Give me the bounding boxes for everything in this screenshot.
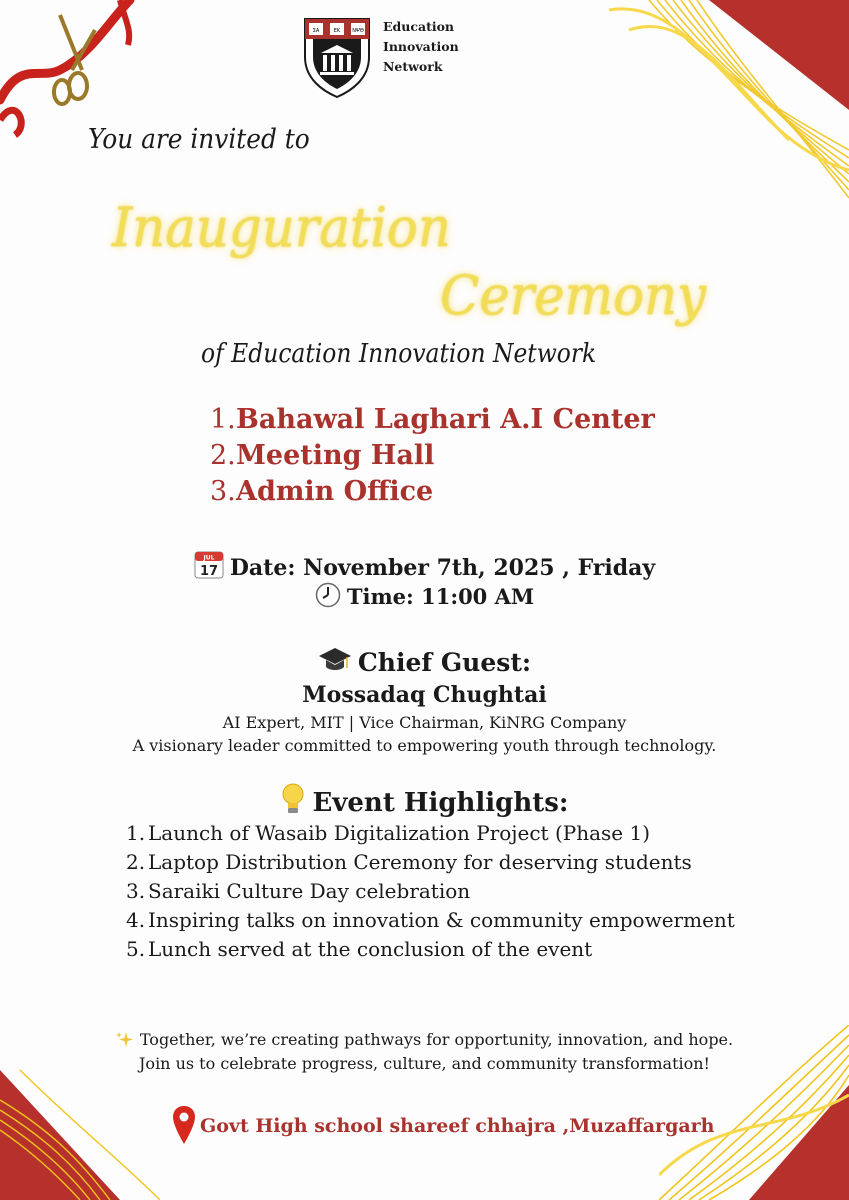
closing-line-2: Join us to celebrate progress, culture, and community transformation! [139, 1054, 710, 1073]
venue-number: 3. [210, 476, 236, 507]
venue-label: Meeting Hall [236, 440, 435, 471]
highlight-number: 2. [126, 850, 146, 874]
highlight-number: 3. [126, 879, 146, 903]
sparkles-icon [116, 1031, 134, 1049]
closing-line-1-text: Together, we’re creating pathways for opportunity, innovation, and hope. [139, 1030, 734, 1049]
chief-guest-heading-text: Chief Guest: [357, 648, 532, 677]
highlight-label: Saraiki Culture Day celebration [148, 879, 471, 903]
event-title-line-1: Inauguration [112, 196, 451, 259]
invite-intro: You are invited to [88, 124, 310, 155]
highlights-heading [0, 783, 849, 818]
chief-guest-heading [0, 645, 849, 677]
chief-guest-name: Mossadaq Chughtai [302, 682, 547, 708]
venue-label: Admin Office [236, 476, 434, 507]
venue-number: 1. [210, 404, 236, 435]
red-corner-bottom-left [0, 1070, 160, 1200]
org-logo-block [303, 17, 459, 99]
logo-letters-1: ΣΑ [312, 28, 320, 34]
event-time-text: Time: 11:00 AM [346, 584, 535, 609]
location-pin-icon [172, 1104, 196, 1148]
clock-icon [315, 582, 341, 608]
closing-line-1 [0, 1030, 849, 1049]
highlight-number: 4. [126, 908, 146, 932]
graduation-cap-icon [318, 645, 352, 675]
venue-label: Bahawal Laghari A.I Center [236, 404, 655, 435]
highlight-item [126, 819, 735, 848]
highlight-item [126, 877, 735, 906]
highlight-item [126, 906, 735, 935]
highlight-number: 5. [126, 937, 146, 961]
ribbon-scissors-icon [0, 0, 145, 140]
highlight-label: Launch of Wasaib Digitalization Project (Phase 1) [148, 821, 650, 845]
highlight-label: Inspiring talks on innovation & community empowerment [148, 908, 735, 932]
highlights-heading-text: Event Highlights: [312, 788, 569, 818]
venue-item [210, 438, 655, 474]
chief-guest-description: A visionary leader committed to empowering youth through technology. [132, 736, 717, 755]
event-subtitle: of Education Innovation Network [201, 339, 597, 369]
event-date [0, 549, 849, 581]
logo-letters-3: ΝΨΘ [352, 28, 364, 34]
event-location [172, 1104, 714, 1148]
venue-number: 2. [210, 440, 236, 471]
gold-ribbon-corner-top-right [589, 0, 849, 200]
venue-list [210, 402, 655, 510]
highlight-item [126, 848, 735, 877]
calendar-month: JUL [203, 554, 215, 562]
org-name-line-1: Education [383, 19, 455, 34]
venue-item [210, 474, 655, 510]
venue-item [210, 402, 655, 438]
org-name-line-3: Network [383, 59, 443, 74]
calendar-day: 17 [199, 564, 218, 579]
org-shield-logo [303, 17, 371, 99]
highlight-label: Laptop Distribution Ceremony for deserving students [148, 850, 692, 874]
event-title-line-2: Ceremony [440, 264, 707, 327]
org-name [383, 17, 459, 77]
event-location-text: Govt High school shareef chhajra ,Muzaffargarh [200, 1115, 715, 1137]
calendar-icon [194, 549, 224, 579]
event-time [0, 582, 849, 609]
event-date-text: Date: November 7th, 2025 , Friday [229, 555, 656, 581]
highlight-label: Lunch served at the conclusion of the event [148, 937, 593, 961]
logo-letters-2: ΕΚ [333, 28, 341, 34]
highlight-number: 1. [126, 821, 146, 845]
chief-guest-role: AI Expert, MIT | Vice Chairman, KiNRG Company [222, 713, 627, 732]
lightbulb-icon [280, 783, 306, 815]
org-name-line-2: Innovation [383, 39, 459, 54]
highlight-item [126, 935, 735, 964]
highlights-list [126, 819, 735, 964]
